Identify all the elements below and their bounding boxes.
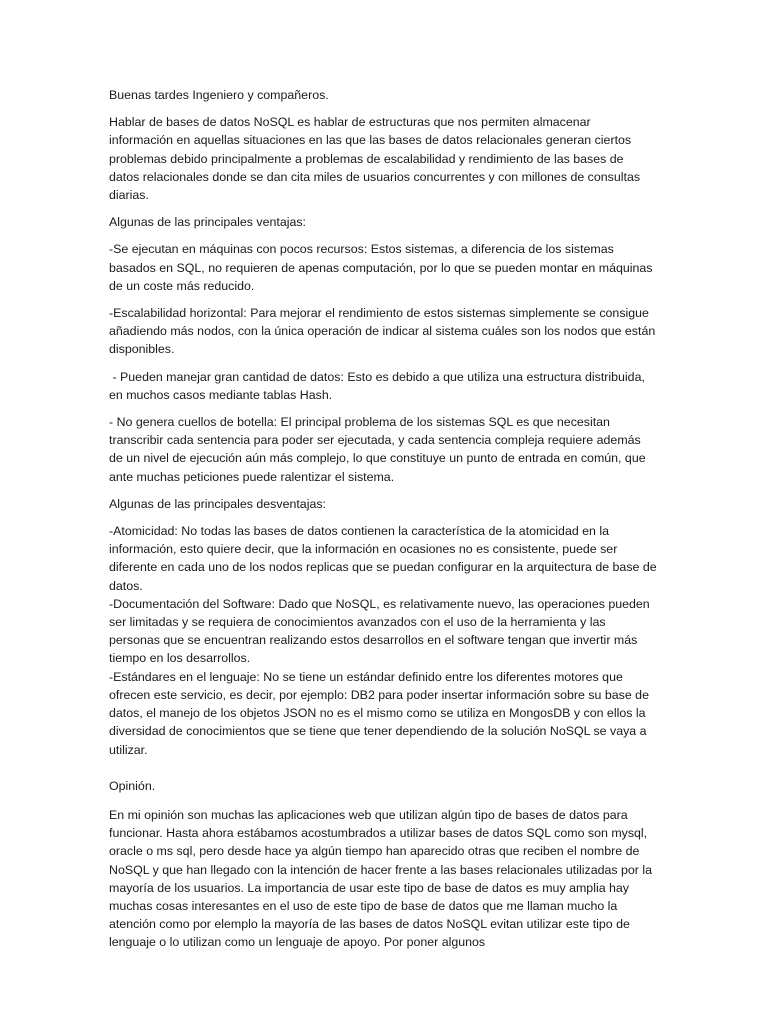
- advantage-item: -Se ejecutan en máquinas con pocos recursos: Estos sistemas, a diferencia de los sistemas basados en SQL, no requieren de apenas computación, por lo que se pueden montar en máquinas de un coste más reducido.: [109, 242, 653, 293]
- disadvantage-item: -Estándares en el lenguaje: No se tiene un estándar definido entre los diferentes motores que ofrecen este servicio, es decir, por ejemplo: DB2 para poder insertar información sobre su base de datos, el manejo de los objetos JSON no es el mismo como se utiliza en MongosDB y con ellos la diversidad de conocimientos que se tiene que tener dependiendo de la solución NoSQL se vaya a utilizar.: [109, 669, 649, 757]
- intro-paragraph: Hablar de bases de datos NoSQL es hablar de estructuras que nos permiten almacenar información en aquellas situaciones en las que las bases de datos relacionales generan ciertos problemas debido principalmente a problemas de escalabilidad y rendimiento de las bases de datos relacionales donde se dan cita miles de usuarios concurrentes y con millones de consultas diarias.: [109, 115, 641, 203]
- advantage-item: - No genera cuellos de botella: El principal problema de los sistemas SQL es que necesitan transcribir cada sentencia para poder ser ejecutada, y cada sentencia compleja requiere además de un nivel de ejecución aún más complejo, lo que constituye un punto de entrada en común, que ante muchas peticiones puede ralentizar el sistema.: [109, 415, 646, 484]
- disadvantages-heading: Algunas de las principales desventajas:: [109, 496, 326, 511]
- disadvantage-item: -Documentación del Software: Dado que NoSQL, es relativamente nuevo, las operaciones pueden ser limitadas y se requiera de conocimientos avanzados con el uso de la herramienta y las personas que se encuentran realizando estos desarrollos en el software tengan que invertir más tiempo en los desarrollos.: [109, 596, 650, 666]
- document-body: [109, 86, 657, 961]
- advantages-heading: Algunas de las principales ventajas:: [109, 215, 306, 230]
- advantage-item: -Escalabilidad horizontal: Para mejorar el rendimiento de estos sistemas simplemente se consigue añadiendo más nodos, con la única operación de indicar al sistema cuáles son los nodos que están disponibles.: [109, 306, 656, 357]
- opinion-heading: Opinión.: [109, 778, 156, 793]
- greeting-paragraph: Buenas tardes Ingeniero y compañeros.: [109, 88, 329, 102]
- advantage-item: - Pueden manejar gran cantidad de datos: Esto es debido a que utiliza una estructura distribuida, en muchos casos mediante tablas Hash.: [109, 369, 649, 402]
- opinion-paragraph: En mi opinión son muchas las aplicaciones web que utilizan algún tipo de bases de datos para funcionar. Hasta ahora estábamos acostumbrados a utilizar bases de datos SQL como son mysql, oracle o ms sql, pero desde hace ya algún tiempo han aparecido otras que reciben el nombre de NoSQL y que han llegado con la intención de hacer frente a las bases relacionales utilizadas por la mayoría de los usuarios. La importancia de usar este tipo de base de datos es muy amplia hay muchas cosas interesantes en el uso de este tipo de base de datos que me llaman mucho la atención como por elemplo la mayoría de las bases de datos NoSQL evitan utilizar este tipo de lenguaje o lo utilizan como un lenguaje de apoyo. Por poner algunos: [109, 807, 653, 950]
- disadvantage-item: -Atomicidad: No todas las bases de datos contienen la característica de la atomicidad en la información, esto quiere decir, que la información en ocasiones no es consistente, puede ser diferente en cada uno de los nodos replicas que se puedan configurar en la arquitectura de base de datos.: [109, 524, 657, 593]
